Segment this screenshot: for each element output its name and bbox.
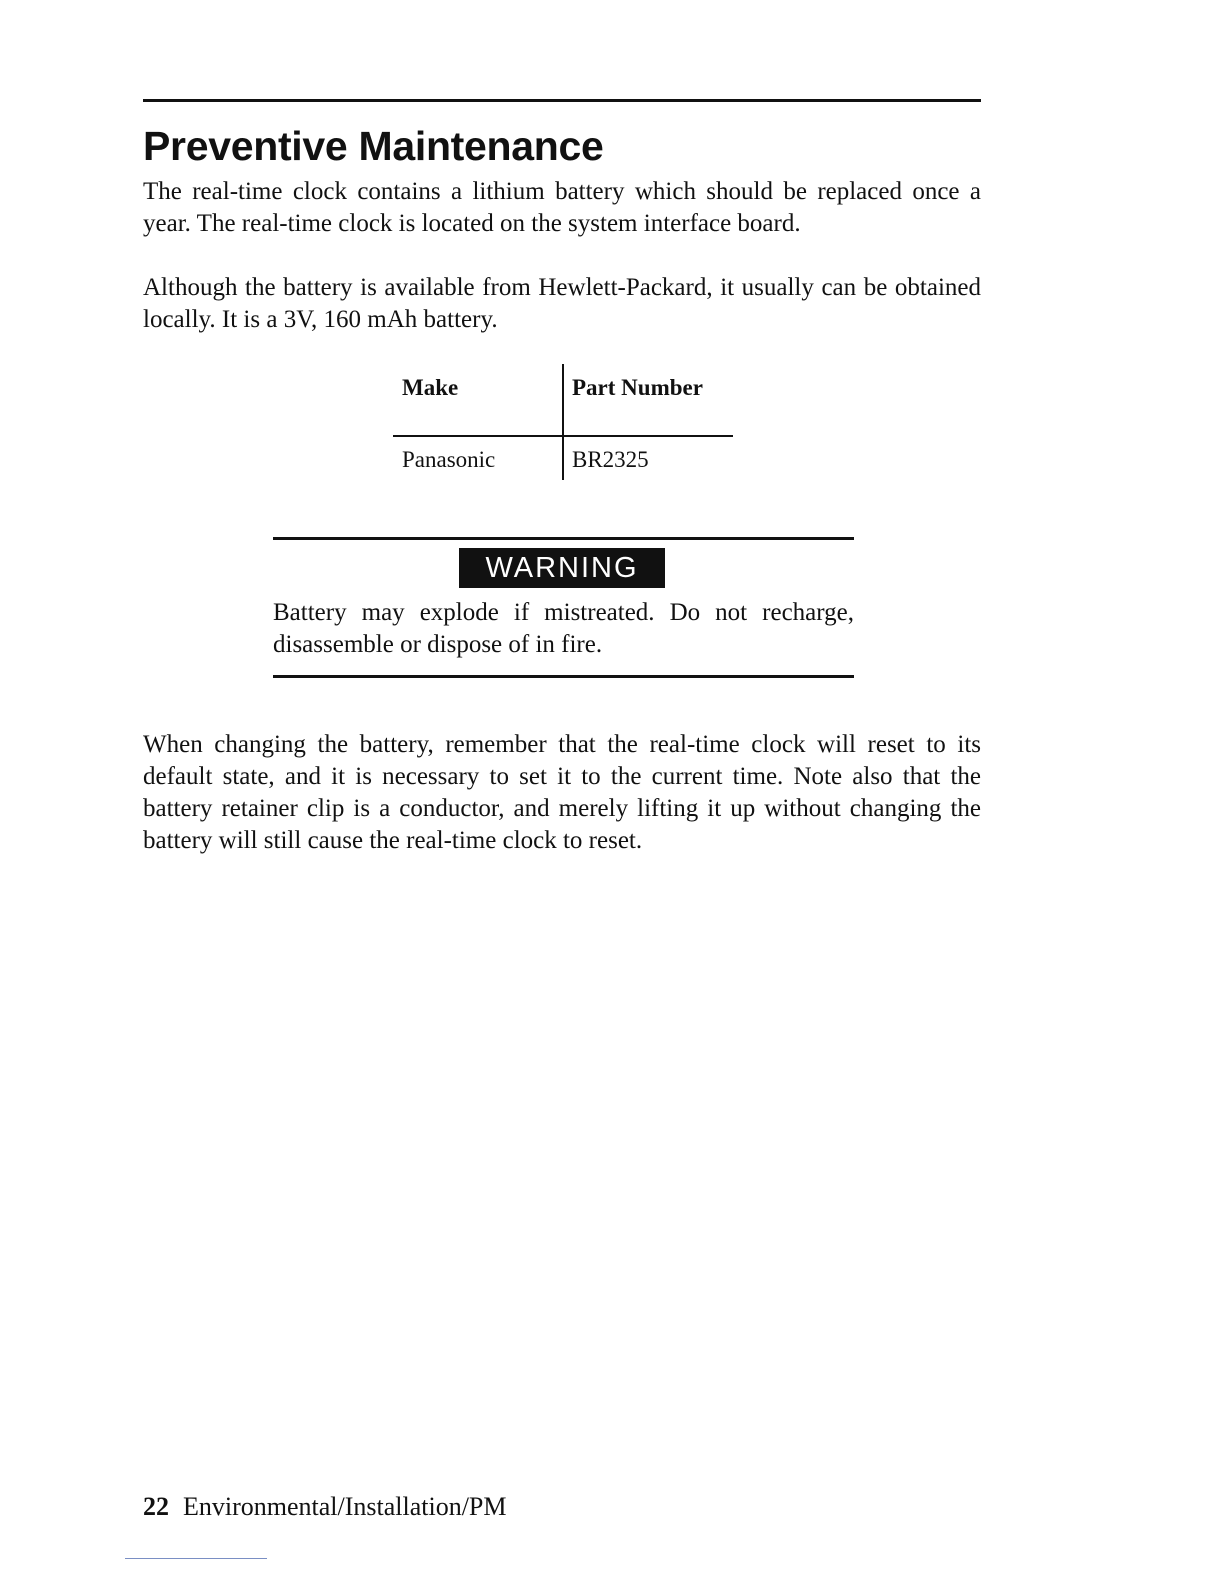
availability-paragraph: Although the battery is available from Hewlett-Packard, it usually can be obtained locally. It is a 3V, 160 mAh battery. xyxy=(143,274,981,333)
top-rule xyxy=(143,99,981,102)
page-title: Preventive Maintenance xyxy=(143,123,604,169)
footer-scan-mark xyxy=(125,1558,267,1559)
table-header-part-number: Part Number xyxy=(572,375,703,400)
intro-paragraph: The real-time clock contains a lithium battery which should be replaced once a year. The real-time clock is located on the system interface board. xyxy=(143,178,981,237)
table-header-rule xyxy=(393,435,733,437)
page-footer xyxy=(143,1491,507,1523)
warning-badge: WARNING xyxy=(459,548,665,588)
table-cell-part-number: BR2325 xyxy=(572,447,649,472)
battery-parts-table xyxy=(393,364,733,480)
table-column-divider xyxy=(562,364,564,480)
warning-bottom-rule xyxy=(273,675,854,678)
footer-section-title: Environmental/Installation/PM xyxy=(183,1492,507,1521)
page-number: 22 xyxy=(143,1492,169,1521)
warning-top-rule xyxy=(273,537,854,540)
table-header-make: Make xyxy=(402,375,459,400)
battery-change-paragraph: When changing the battery, remember that the real-time clock will reset to its default state, and it is necessary to set it to the current time. Note also that the battery retainer clip is a conductor, and merely lifting it up without changing the battery will still cause the real-time clock to reset. xyxy=(143,731,981,854)
warning-text: Battery may explode if mistreated. Do not recharge, disassemble or dispose of in fire. xyxy=(273,599,854,658)
table-cell-make: Panasonic xyxy=(402,447,496,472)
